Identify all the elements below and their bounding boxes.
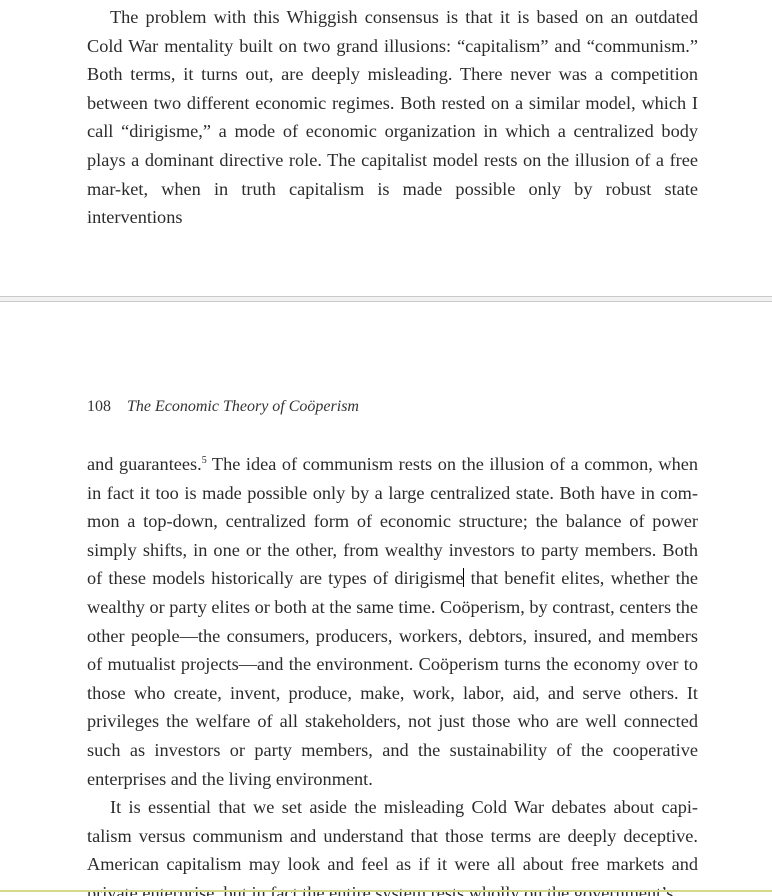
footnote-marker[interactable]: 5 (201, 454, 207, 466)
paragraph-text: that benefit elites, whether the wealthy or party elites or both at the same time. Coöperism, by contrast, centers the other people—the consumers, producers, workers, debtors, insured, and members of mutualist projects—and the environment. Coöperism turns the economy over to those who create, invent, produce, make, work, labor, aid, and serve others. It privileges the welfare of all stakeholders, not just those who are well connected such as investors or party members, and the sustainability of the cooperative enterprises and the living environment. (87, 568, 698, 789)
viewer-bottom-border (0, 890, 772, 892)
paragraph-text: The idea of communism rests on the illusion of a common, when in fact it too is made possible only by a large centralized state. Both have in com-mon a top-down, centralized form of economic structure; the balance of power simply shifts, in one or the other, from wealthy investors to party members. Both of these models historically are types of dirigisme (87, 454, 698, 589)
document-page-bottom (0, 302, 772, 896)
paragraph: The problem with this Whiggish consensus is that it is based on an outdated Cold War mentality built on two grand illusions: “capitalism” and “communism.” Both terms, it turns out, are deeply misleading. There never was a competition between two different economic regimes. Both rested on a similar model, which I call “dirigisme,” a mode of economic organization in which a centralized body plays a dominant directive role. The capitalist model rests on the illusion of a free mar-ket, when in truth capitalism is made possible only by robust state interventions (87, 7, 698, 228)
body-text-top (87, 3, 698, 232)
running-header (87, 398, 359, 416)
document-page-top (0, 0, 772, 296)
paragraph: It is essential that we set aside the misleading Cold War debates about capi-talism versus communism and understand that those terms are deeply deceptive. American capitalism may look and feel as if it were all about free markets and (87, 797, 698, 875)
body-text-bottom (87, 450, 698, 896)
paragraph (87, 450, 698, 793)
paragraph-text: and guarantees. (87, 454, 202, 474)
page-number: 108 (87, 398, 111, 415)
running-title: The Economic Theory of Coöperism (127, 398, 359, 415)
